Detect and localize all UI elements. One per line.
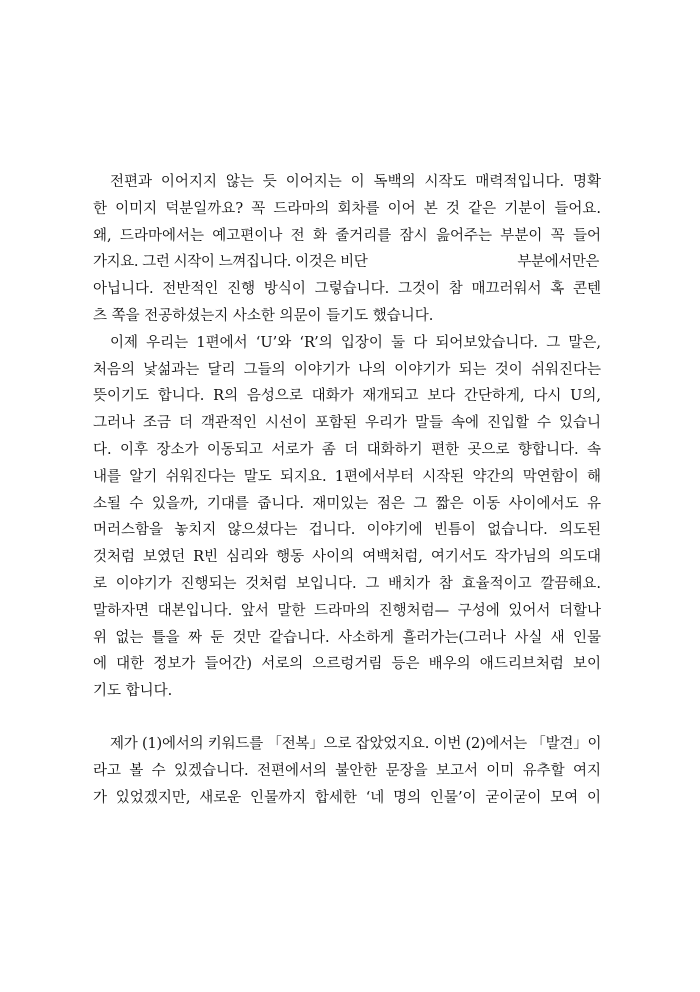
text-line: 위 없는 틀을 짜 둔 것만 같습니다. 사소하게 흘러가는(그러나 사실 새 인물 <box>93 629 601 646</box>
text-line: 머러스함을 놓치지 않으셨다는 겁니다. 이야기에 빈틈이 없습니다. 의도된 <box>93 522 601 539</box>
text-line: 아닙니다. 전반적인 진행 방식이 그렇습니다. 그것이 참 매끄러워서 혹 콘텐 <box>93 281 601 298</box>
text-segment: 부분에서만은 <box>517 254 600 271</box>
text-line: 로 이야기가 진행되는 것처럼 보입니다. 그 배치가 참 효율적이고 깔끔해요. <box>93 575 601 592</box>
document-body <box>93 169 601 811</box>
text-line: 왜, 드라마에서는 예고편이나 전 화 줄거리를 잠시 읊어주는 부분이 꼭 들어 <box>93 227 601 244</box>
text-line: 전편과 이어지지 않는 듯 이어지는 이 독백의 시작도 매력적입니다. 명확 <box>110 174 601 190</box>
text-line: 소될 수 있을까, 기대를 줍니다. 재미있는 점은 그 짧은 이동 사이에서도 유 <box>93 495 601 512</box>
text-line-with-gap <box>93 249 601 276</box>
text-line: 처음의 낯섦과는 달리 그들의 이야기가 나의 이야기가 되는 것이 쉬워진다는 <box>93 361 601 378</box>
text-line: 츠 쪽을 전공하셨는지 사소한 의문이 들기도 했습니다. <box>93 307 434 324</box>
paragraph-1 <box>93 169 601 330</box>
paragraph-2 <box>93 330 601 705</box>
text-line: 다. 이후 장소가 이동되고 서로가 좀 더 대화하기 편한 곳으로 향합니다. 속 <box>93 441 601 458</box>
text-line: 제가 (1)에서의 키워드를 「전복」으로 잡았었지요. 이번 (2)에서는 「발견」이 <box>110 735 601 752</box>
text-line: 뜻이기도 합니다. R의 음성으로 대화가 재개되고 보다 간단하게, 다시 U의, <box>93 388 601 405</box>
text-line: 내를 알기 쉬워진다는 말도 되지요. 1편에서부터 시작된 약간의 막연함이 해 <box>93 468 601 485</box>
text-segment: 가지요. 그런 시작이 느껴집니다. 이것은 비단 <box>93 254 368 271</box>
text-line: 그러나 조금 더 객관적인 시선이 포함된 우리가 말들 속에 진입할 수 있습니 <box>93 415 601 432</box>
text-line: 말하자면 대본입니다. 앞서 말한 드라마의 진행처럼— 구성에 있어서 더할나 <box>93 602 601 619</box>
text-line: 한 이미지 덕분일까요? 꼭 드라마의 회차를 이어 본 것 같은 기분이 들어요. <box>93 200 601 217</box>
text-line: 기도 합니다. <box>93 683 173 700</box>
text-line: 에 대한 정보가 들어간) 서로의 으르렁거림 등은 배우의 애드리브처럼 보이 <box>93 656 601 673</box>
text-line: 라고 볼 수 있겠습니다. 전편에서의 불안한 문장을 보고서 이미 유추할 여지 <box>93 762 601 779</box>
paragraph-3 <box>93 731 601 811</box>
text-line: 것처럼 보였던 R빈 심리와 행동 사이의 여백처럼, 여기서도 작가님의 의도대 <box>93 549 601 566</box>
text-line: 이제 우리는 1편에서 ‘U’와 ‘R’의 입장이 둘 다 되어보았습니다. 그 말은, <box>110 334 601 351</box>
text-line: 가 있었겠지만, 새로운 인물까지 합세한 ‘네 명의 인물’이 굳이굳이 모여 이 <box>93 789 601 806</box>
paragraph-spacer <box>93 705 601 731</box>
